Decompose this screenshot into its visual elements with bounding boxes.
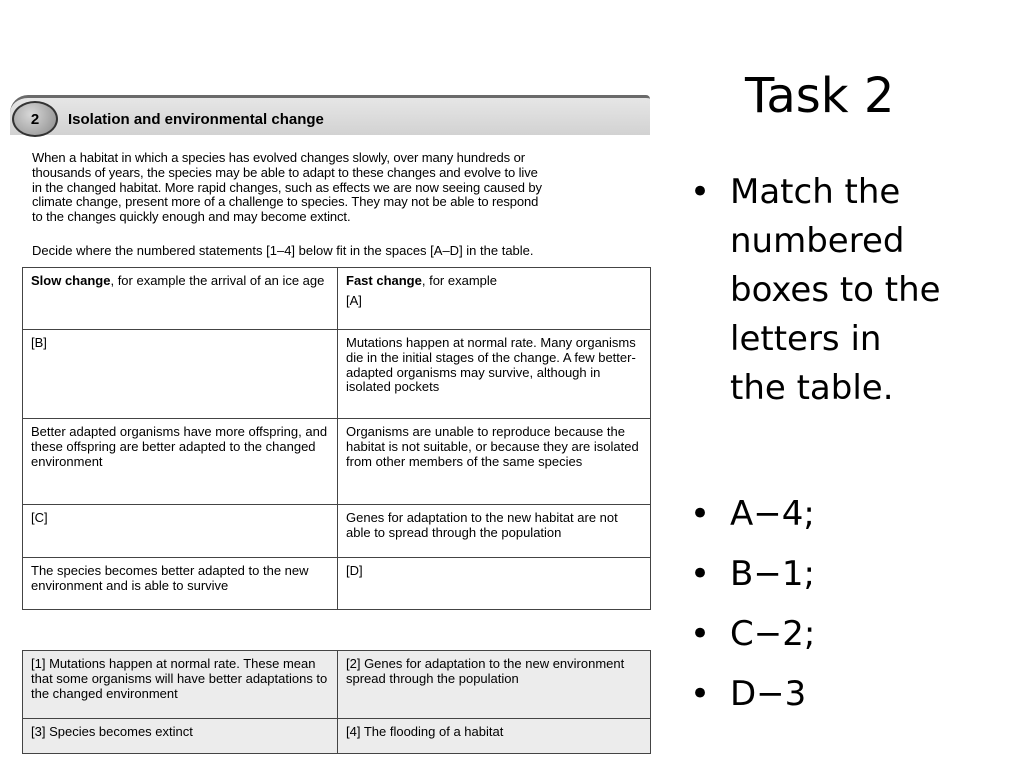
statements-table (22, 650, 651, 754)
bullet-dot: • (690, 494, 711, 534)
statement-cell: [4] The flooding of a habitat (338, 719, 651, 754)
intro-paragraph (32, 151, 654, 225)
table-cell: Genes for adaptation to the new habitat are not able to spread through the population (338, 505, 651, 558)
table-cell: [C] (23, 505, 338, 558)
instruction-bullet (690, 168, 1020, 413)
bullet-dot: • (690, 614, 711, 654)
bullet-line: numbered (730, 221, 905, 261)
bullet-dot: • (690, 554, 711, 594)
statement-row (23, 651, 651, 719)
instruction-text: Decide where the numbered statements [1–4] below fit in the spaces [A–D] in the table. (32, 243, 534, 258)
intro-line: climate change, present more of a challenge to species. They may not be able to respond (32, 194, 539, 210)
table-cell: [D] (338, 558, 651, 610)
answer-bullet (690, 484, 1020, 544)
statement-cell: [1] Mutations happen at normal rate. These mean that some organisms will have better adaptations to the changed environment (23, 651, 338, 719)
intro-line: to the changes quickly enough and may become extinct. (32, 209, 351, 225)
answer-text: A−4; (730, 494, 815, 534)
table-cell: The species becomes better adapted to the new environment and is able to survive (23, 558, 338, 610)
bullet-dot: • (690, 674, 711, 714)
section-title: Isolation and environmental change (68, 111, 324, 128)
answer-bullet (690, 604, 1020, 664)
table-cell: Organisms are unable to reproduce because the habitat is not suitable, or because they are isolated from other members of the same species (338, 419, 651, 505)
header-fast-label: Fast change (346, 273, 422, 288)
slide-title: Task 2 (745, 68, 895, 124)
answer-text: B−1; (730, 554, 815, 594)
answer-list (690, 484, 1020, 724)
bullet-line: the table. (730, 368, 894, 408)
answer-bullet (690, 664, 1020, 724)
bullet-line: Match the (730, 172, 901, 212)
table-row (23, 330, 651, 419)
intro-line: thousands of years, the species may be able to adapt to these changes and evolve to live (32, 164, 538, 180)
worksheet-image (10, 95, 652, 760)
table-row (23, 505, 651, 558)
header-fast-change (338, 268, 651, 330)
answer-text: C−2; (730, 614, 816, 654)
statement-row (23, 719, 651, 754)
bullet-dot: • (690, 172, 711, 212)
intro-line: When a habitat in which a species has evolved changes slowly, over many hundreds or (32, 150, 525, 165)
header-fast-example: , for example (421, 273, 498, 288)
table-cell: Mutations happen at normal rate. Many organisms die in the initial stages of the change. A few better-adapted organisms may survive, although in isolated pockets (338, 330, 651, 419)
statement-cell: [2] Genes for adaptation to the new environment spread through the population (338, 651, 651, 719)
table-row (23, 558, 651, 610)
header-slow-label: Slow change (31, 273, 111, 288)
section-header (10, 95, 650, 135)
header-slow-example: , for example the arrival of an ice age (110, 273, 325, 288)
header-slow-change (23, 268, 338, 330)
bullet-line: letters in (730, 319, 882, 359)
answer-bullet (690, 544, 1020, 604)
slide-bullets (690, 168, 1020, 724)
placeholder-a: [A] (346, 292, 362, 308)
bullet-line: boxes to the (730, 270, 941, 310)
statement-cell: [3] Species becomes extinct (23, 719, 338, 754)
answer-text: D−3 (730, 674, 807, 714)
table-cell: Better adapted organisms have more offspring, and these offspring are better adapted to the changed environment (23, 419, 338, 505)
change-table (22, 267, 651, 610)
table-header-row (23, 268, 651, 330)
table-row (23, 419, 651, 505)
table-cell: [B] (23, 330, 338, 419)
section-number-badge: 2 (12, 101, 58, 137)
intro-line: in the changed habitat. More rapid changes, such as effects we are now seeing caused by (32, 179, 542, 195)
